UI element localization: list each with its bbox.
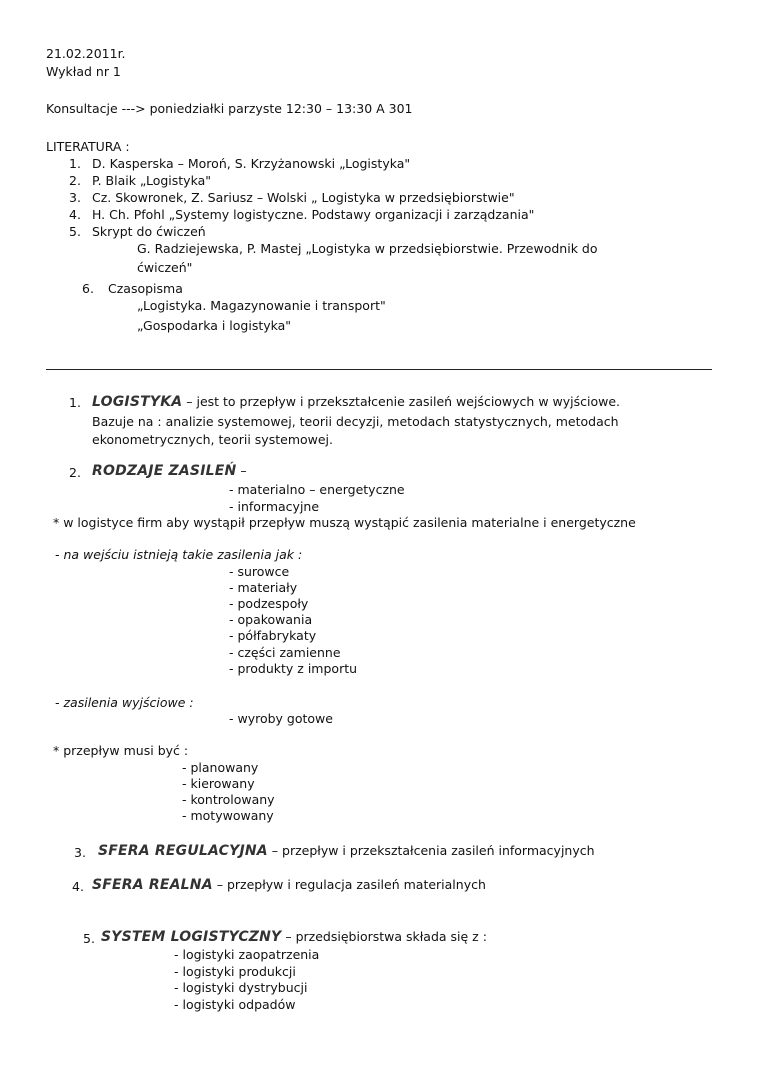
- s5-part-3: - logistyki dystrybucji: [174, 980, 308, 995]
- flow-item-2: - kierowany: [182, 776, 255, 791]
- s1-definition: – jest to przepływ i przekształcenie zasileń wejściowych w wyjściowe.: [182, 394, 621, 409]
- script-reference-line-2: ćwiczeń": [137, 260, 193, 275]
- lit-num-6: 6.: [82, 281, 94, 296]
- s1-line: [92, 394, 620, 410]
- input-item-7: - produkty z importu: [229, 661, 358, 676]
- date-line: 21.02.2011r.: [46, 46, 126, 61]
- s2-type-1: - materialno – energetyczne: [229, 482, 405, 497]
- s1-line-2: Bazuje na : analizie systemowej, teorii decyzji, metodach statystycznych, metodach: [92, 414, 619, 429]
- s1-number: 1.: [69, 395, 81, 410]
- lit-item-3: Cz. Skowronek, Z. Sariusz – Wolski „ Logistyka w przedsiębiorstwie": [92, 190, 515, 205]
- flow-item-1: - planowany: [182, 760, 259, 775]
- s2-dash: –: [236, 463, 247, 478]
- s2-star-note: * w logistyce firm aby wystąpił przepływ muszą wystąpić zasilenia materialne i energetyczne: [53, 515, 636, 530]
- input-item-3: - podzespoły: [229, 596, 309, 611]
- s2-line: [92, 463, 247, 479]
- lit-item-4: H. Ch. Pfohl „Systemy logistyczne. Podstawy organizacji i zarządzania": [92, 207, 535, 222]
- input-item-5: - półfabrykaty: [229, 628, 317, 643]
- script-reference-line-1: G. Radziejewska, P. Mastej „Logistyka w przedsiębiorstwie. Przewodnik do: [137, 241, 598, 256]
- s5-part-4: - logistyki odpadów: [174, 997, 296, 1012]
- lit-item-1: D. Kasperska – Moroń, S. Krzyżanowski „Logistyka": [92, 156, 411, 171]
- lecture-line: Wykład nr 1: [46, 64, 121, 79]
- s3-number: 3.: [74, 845, 86, 860]
- s2-term: RODZAJE ZASILEŃ: [92, 463, 237, 479]
- s4-number: 4.: [72, 879, 84, 894]
- horizontal-divider: [46, 369, 712, 370]
- s5-part-2: - logistyki produkcji: [174, 964, 296, 979]
- s3-term: SFERA REGULACYJNA: [98, 843, 268, 859]
- s3-line: [98, 843, 595, 859]
- lit-item-6: Czasopisma: [108, 281, 183, 296]
- s2-number: 2.: [69, 465, 81, 480]
- output-supplies-label: - zasilenia wyjściowe :: [55, 695, 194, 710]
- lit-num-5: 5.: [69, 224, 81, 239]
- s4-line: [92, 877, 486, 893]
- flow-item-4: - motywowany: [182, 808, 274, 823]
- lit-num-4: 4.: [69, 207, 81, 222]
- consultation-line: Konsultacje ---> poniedziałki parzyste 12:30 – 13:30 A 301: [46, 101, 413, 116]
- input-item-6: - części zamienne: [229, 645, 341, 660]
- lit-item-2: P. Blaik „Logistyka": [92, 173, 212, 188]
- s5-term: SYSTEM LOGISTYCZNY: [101, 929, 282, 945]
- s1-term: LOGISTYKA: [92, 394, 183, 410]
- s1-line-3: ekonometrycznych, teorii systemowej.: [92, 432, 333, 447]
- lit-num-2: 2.: [69, 173, 81, 188]
- s2-type-2: - informacyjne: [229, 499, 320, 514]
- literature-heading: LITERATURA :: [46, 139, 130, 154]
- s4-term: SFERA REALNA: [92, 877, 213, 893]
- s5-definition: – przedsiębiorstwa składa się z :: [281, 929, 487, 944]
- journal-1: „Logistyka. Magazynowanie i transport": [137, 298, 386, 313]
- lit-item-5: Skrypt do ćwiczeń: [92, 224, 206, 239]
- flow-label: * przepływ musi być :: [53, 743, 189, 758]
- input-item-4: - opakowania: [229, 612, 313, 627]
- output-item-1: - wyroby gotowe: [229, 711, 333, 726]
- journal-2: „Gospodarka i logistyka": [137, 318, 292, 333]
- flow-item-3: - kontrolowany: [182, 792, 275, 807]
- lit-num-3: 3.: [69, 190, 81, 205]
- input-supplies-label: - na wejściu istnieją takie zasilenia jak :: [55, 547, 303, 562]
- s3-definition: – przepływ i przekształcenia zasileń informacyjnych: [267, 843, 595, 858]
- s5-part-1: - logistyki zaopatrzenia: [174, 947, 320, 962]
- s5-number: 5.: [83, 931, 95, 946]
- s5-line: [101, 929, 487, 945]
- lit-num-1: 1.: [69, 156, 81, 171]
- input-item-1: - surowce: [229, 564, 290, 579]
- input-item-2: - materiały: [229, 580, 298, 595]
- s4-definition: – przepływ i regulacja zasileń materialnych: [212, 877, 486, 892]
